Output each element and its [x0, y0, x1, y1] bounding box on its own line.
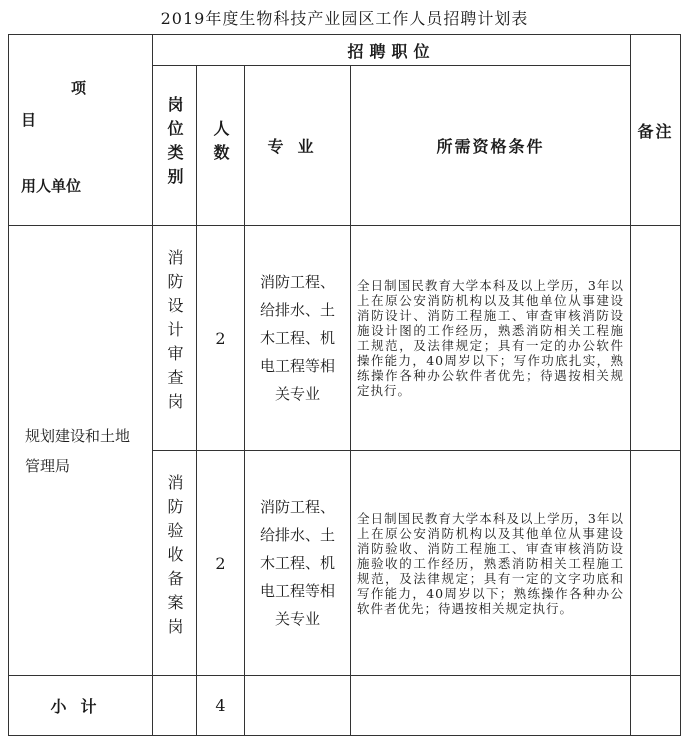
page-title: 2019年度生物科技产业园区工作人员招聘计划表: [160, 9, 529, 28]
subtotal-empty-category: [153, 676, 197, 736]
header-count-cell: [197, 66, 245, 226]
row1-remarks: [631, 226, 681, 451]
header-unit-line3: 用人单位: [21, 177, 82, 195]
header-category: 岗位类别: [165, 95, 184, 192]
row1-category-cell: [153, 226, 197, 451]
subtotal-label: 小计: [9, 676, 153, 736]
subtotal-empty-remarks: [631, 676, 681, 736]
row1-category: 消防设计审查岗: [165, 248, 184, 417]
header-unit-line1: 项: [71, 79, 87, 97]
subtotal-row: [9, 676, 681, 736]
header-unit-line2: 目: [21, 111, 37, 129]
subtotal-count: 4: [197, 676, 245, 736]
row2-major: 消防工程、给排水、土木工程、机电工程等相关专业: [245, 451, 351, 676]
header-category-cell: [153, 66, 197, 226]
table-row: [9, 226, 681, 451]
subtotal-empty-conditions: [351, 676, 631, 736]
row1-count: 2: [197, 226, 245, 451]
row2-category: 消防验收备案岗: [165, 473, 184, 642]
header-positions-group: 招聘职位: [153, 35, 631, 66]
row2-count: 2: [197, 451, 245, 676]
unit-name: 规划建设和土地管理局: [9, 226, 153, 676]
row2-category-cell: [153, 451, 197, 676]
header-remarks: 备注: [631, 35, 681, 226]
row2-remarks: [631, 451, 681, 676]
header-unit-cell: [9, 35, 153, 226]
row1-major: 消防工程、给排水、土木工程、机电工程等相关专业: [245, 226, 351, 451]
row2-conditions: 全日制国民教育大学本科及以上学历，3年以上在原公安消防机构以及其他单位从事建设消防验收、消防工程施工、审查审核消防设施验收的工作经历，熟悉消防相关工程施工规范，及法律规定；具有一定的文字功底和写作能力，40周岁以下；熟练操作各种办公软件者优先；待遇按相关规定执行。: [351, 451, 631, 676]
header-count: 人数: [211, 119, 230, 168]
subtotal-empty-major: [245, 676, 351, 736]
header-major: 专业: [245, 66, 351, 226]
header-conditions: 所需资格条件: [351, 66, 631, 226]
row1-conditions: 全日制国民教育大学本科及以上学历，3年以上在原公安消防机构以及其他单位从事建设消防设计、消防工程施工、审查审核消防设施设计图的工作经历，熟悉消防相关工程施工规范，及法律规定；具有一定的办公软件操作能力，40周岁以下；写作功底扎实，熟练操作各种办公软件者优先；待遇按相关规定执行。: [351, 226, 631, 451]
recruitment-table: [8, 34, 681, 736]
